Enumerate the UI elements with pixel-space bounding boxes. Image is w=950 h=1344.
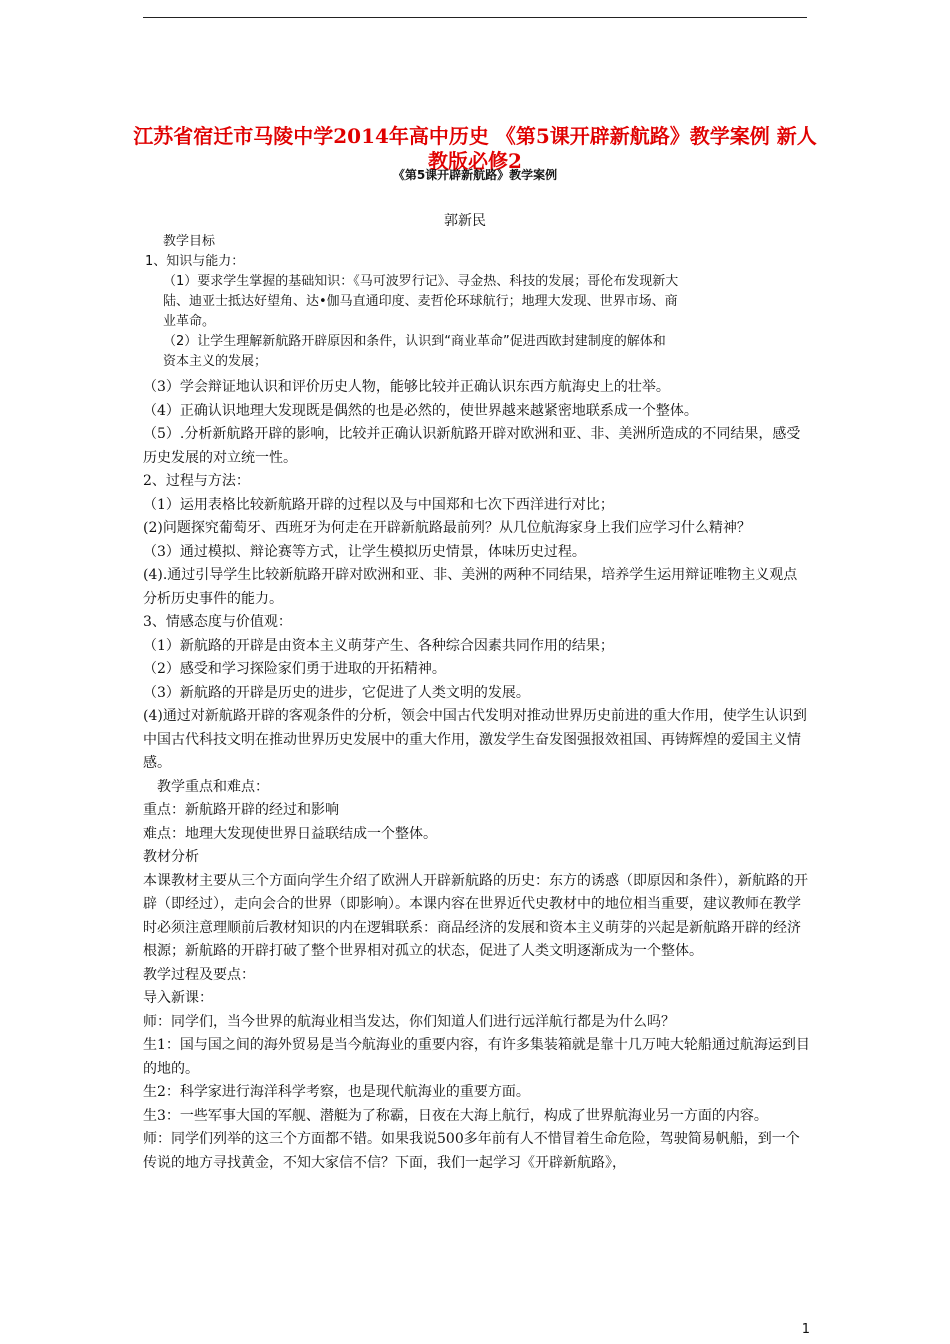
paragraph: 资本主义的发展； (163, 354, 268, 369)
paragraph: （4）正确认识地理大发现既是偶然的也是必然的，使世界越来越紧密地联系成一个整体。 (143, 402, 698, 419)
paragraph: (4).通过引导学生比较新航路开辟对欧洲和亚、非、美洲的两种不同结果，培养学生运用辩证唯物主义观点分析历史事件的能力。 (143, 567, 798, 607)
paragraph: （3）新航路的开辟是历史的进步，它促进了人类文明的发展。 (143, 684, 530, 701)
section-heading: 3、情感态度与价值观： (143, 614, 292, 630)
dialogue-line: 师：同学们，当今世界的航海业相当发达，你们知道人们进行远洋航行都是为什么吗？ (143, 1013, 675, 1030)
paragraph: （1）新航路的开辟是由资本主义萌芽产生、各种综合因素共同作用的结果； (143, 637, 614, 654)
document-body (143, 376, 811, 1175)
paragraph: (4)通过对新航路开辟的客观条件的分析，领会中国古代发明对推动世界历史前进的重大作用，使学生认识到中国古代科技文明在推动世界历史发展中的重大作用，激发学生奋发图强报效祖国、再铸辉煌的爱国主义情感。 (143, 708, 807, 771)
paragraph: 本课教材主要从三个方面向学生介绍了欧洲人开辟新航路的历史：东方的诱惑（即原因和条件），新航路的开辟（即经过），走向会合的世界（即影响）。本课内容在世界近代史教材中的地位相当重要，建议教师在教学时必须注意理顺前后教材知识的内在逻辑联系：商品经济的发展和资本主义萌芽的兴起是新航路开辟的经济根源；新航路的开辟打破了整个世界相对孤立的状态，促进了人类文明逐渐成为一个整体。 (143, 872, 808, 959)
section-heading: 教材分析 (143, 849, 199, 865)
header-rule (143, 17, 807, 18)
paragraph: 难点：地理大发现使世界日益联结成一个整体。 (143, 825, 437, 842)
paragraph: （3）学会辩证地认识和评价历史人物，能够比较并正确认识东西方航海史上的壮举。 (143, 379, 670, 395)
paragraph: （5）.分析新航路开辟的影响，比较并正确认识新航路开辟对欧洲和亚、非、美洲所造成的不同结果，感受历史发展的对立统一性。 (143, 426, 801, 466)
section-heading: 2、过程与方法： (143, 473, 250, 489)
paragraph: （1）要求学生掌握的基础知识：《马可波罗行记》、寻金热、科技的发展；哥伦布发现新大 (163, 274, 679, 289)
paragraph: 重点：新航路开辟的经过和影响 (143, 802, 339, 818)
paragraph: (2)问题探究葡萄牙、西班牙为何走在开辟新航路最前列？从几位航海家身上我们应学习什么精神？ (143, 520, 751, 536)
scanned-section-knowledge (145, 252, 785, 372)
dialogue-line: 生2：科学家进行海洋科学考察，也是现代航海业的重要方面。 (143, 1084, 530, 1100)
author-name: 郭新民 (444, 213, 486, 229)
document-subtitle: 《第5课开辟新航路》教学案例 (392, 168, 558, 182)
dialogue-line: 生3：一些军事大国的军舰、潜艇为了称霸，日夜在大海上航行，构成了世界航海业另一方面的内容。 (143, 1107, 768, 1124)
paragraph: 陆、迪亚士抵达好望角、达•伽马直通印度、麦哲伦环球航行；地理大发现、世界市场、商 (163, 294, 678, 309)
section-heading: 导入新课： (143, 990, 213, 1006)
paragraph: （2）感受和学习探险家们勇于进取的开拓精神。 (143, 661, 446, 677)
paragraph: （3）通过模拟、辩论赛等方式，让学生模拟历史情景，体味历史过程。 (143, 543, 586, 560)
scanned-section (163, 232, 783, 252)
dialogue-line: 生1：国与国之间的海外贸易是当今航海业的重要内容，有许多集装箱就是靠十几万吨大轮船通过航海运到目的地的。 (143, 1037, 810, 1077)
paragraph: 业革命。 (163, 314, 216, 329)
dialogue-line: 师：同学们列举的这三个方面都不错。如果我说500多年前有人不惜冒着生命危险，驾驶简易帆船，到一个传说的地方寻找黄金，不知大家信不信？下面，我们一起学习《开辟新航路》， (143, 1131, 800, 1171)
paragraph: （1）运用表格比较新航路开辟的过程以及与中国郑和七次下西洋进行对比； (143, 496, 614, 513)
paragraph: （2）让学生理解新航路开辟原因和条件，认识到“商业革命”促进西欧封建制度的解体和 (163, 334, 666, 349)
page-number: 1 (801, 1322, 810, 1337)
section-heading: 教学过程及要点： (143, 966, 255, 983)
teaching-goals-heading: 教学目标 (163, 234, 216, 249)
section-heading: 1、知识与能力： (145, 254, 245, 269)
section-heading: 教学重点和难点： (157, 778, 269, 795)
document-title: 江苏省宿迁市马陵中学2014年高中历史 《第5课开辟新航路》教学案例 新人教版必修2 (133, 124, 817, 173)
